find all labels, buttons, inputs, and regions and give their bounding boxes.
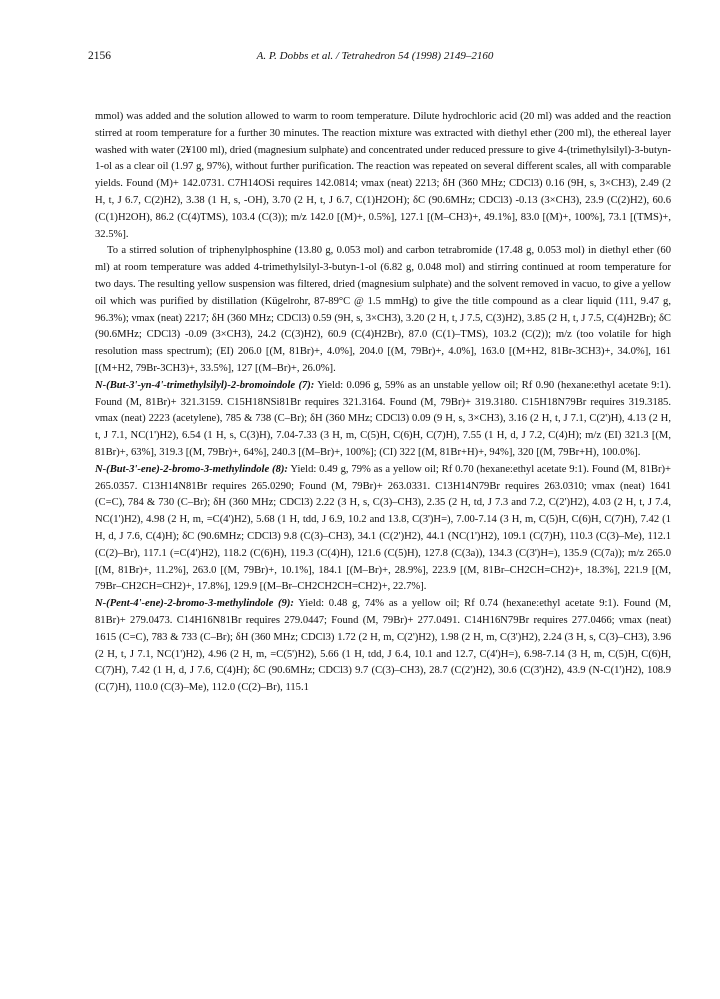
paragraph-compound-9 — [95, 596, 671, 697]
compound-heading: N-(But-3'-yn-4'-trimethylsilyl)-2-bromoindole (7): — [95, 379, 315, 391]
article-body — [95, 109, 671, 697]
paragraph-compound-8 — [95, 462, 671, 596]
paragraph-text: Yield: 0.48 g, 74% as a yellow oil; Rf 0.74 (hexane:ethyl acetate 9:1). Found (M, 81Br)+ 279.0473. C14H16N81Br requires 279.0447; Found (M, 79Br)+ 277.0491. C14H16N79Br requires 277.0466; νmax (neat) 1615 (C=C), 783 & 733 (C–Br); δH (360 MHz; CDCl3) 1.72 (2 H, m, C(2')H2), 1.98 (2 H, m, C(3')H2), 2.24 (3 H, s, C(3)–CH3), 3.96 (2 H, t, J 7.1, NC(1')H2), 4.96 (2 H, m, =C(5')H2), 5.66 (1 H, tdd, J 6.4, 10.1 and 12.7, C(4')H=), 6.98-7.14 (3 H, m, C(5)H, C(6)H, C(7)H), 7.42 (1 H, d, J 7.6, C(4)H); δC (90.6MHz; CDCl3) 9.7 (C(3)–CH3), 28.7 (C(2')H2), 30.6 (C(3')H2), 43.9 (N-C(1')H2), 108.9 (C(7)H), 110.0 (C(3)–Me), 112.0 (C(2)–Br), 115.1 — [95, 598, 671, 694]
paragraph-bromobutyne-synthesis — [95, 243, 671, 377]
running-head: A. P. Dobbs et al. / Tetrahedron 54 (1998) 2149–2160 — [256, 50, 494, 62]
paragraph-butynol-workup — [95, 109, 671, 243]
page-header — [88, 50, 662, 66]
paragraph-text: Yield: 0.49 g, 79% as a yellow oil; Rf 0.70 (hexane:ethyl acetate 9:1). Found (M, 81Br)+ 265.0357. C13H14N81Br requires 265.0290; Found (M, 79Br)+ 263.0331. C13H14N79Br requires 263.0310; νmax (neat) 1641 (C=C), 784 & 730 (C–Br); δH (360 MHz; CDCl3) 2.22 (3 H, s, C(3)–CH3), 2.35 (2 H, td, J 7.3 and 7.2, C(2')H2), 4.03 (2 H, t, J 7.4, NC(1')H2), 4.98 (2 H, m, =C(4')H2), 5.68 (1 H, tdd, J 6.9, 10.2 and 13.8, C(3')H=), 7.00-7.14 (3 H, m, C(5)H, C(6)H, C(7)H), 7.42 (1 H, d, J 7.6, C(4)H); δC (90.6MHz; CDCl3) 9.8 (C(3)–CH3), 34.1 (C(2')H2), 44.1 (NC(1')H2), 109.1 (C(7)H), 110.3 (C(3)–Me), 112.1 (C(2)–Br), 117.1 (=C(4')H2), 118.2 (C(6)H), 119.3 (C(4)H), 121.6 (C(5)H), 127.8 (C(3a)), 134.3 (C(3')H=), 135.9 (C(7a)); m/z 265.0 [(M, 81Br)+, 11.2%], 263.0 [(M, 79Br)+, 10.1%], 184.1 [(M–Br)+, 28.9%], 223.9 [(M, 81Br–CH2CH=CH2)+, 18.3%], 221.9 [(M, 79Br–CH2CH=CH2)+, 17.8%], 129.9 [(M–Br–CH2CH2CH=CH2)+, 22.7%]. — [95, 463, 671, 593]
page-number: 2156 — [88, 50, 111, 62]
paragraph-compound-7 — [95, 378, 671, 462]
compound-heading: N-(But-3'-ene)-2-bromo-3-methylindole (8): — [95, 463, 288, 475]
paragraph-text: To a stirred solution of triphenylphosphine (13.80 g, 0.053 mol) and carbon tetrabromide (17.48 g, 0.053 mol) in diethyl ether (60 ml) at room temperature was added 4-trimethylsilyl-3-butyn-1-ol (6.82 g, 0.048 mol) and stirring continued at room temperature for two days. The resulting yellow suspension was filtered, dried (magnesium sulphate) and the solvent removed in vacuo, to give a yellow oil which was purified by distillation (Kügelrohr, 87-89°C @ 1.5 mmHg) to give the title compound as a clear liquid (111, 9.47 g, 96.3%); νmax (neat) 2217; δH (360 MHz; CDCl3) 0.59 (9H, s, 3×CH3), 3.20 (2 H, t, J 7.5, C(3)H2), 3.85 (2 H, t, J 7.5, C(4)H2Br); δC (90.6MHz; CDCl3) -0.09 (3×CH3), 24.2 (C(3)H2), 60.9 (C(4)H2Br), 87.0 (C(1)–TMS), 103.2 (C(2)); m/z (too volatile for high resolution mass spectrum); (EI) 206.0 [(M, 81Br)+, 4.0%], 204.0 [(M, 79Br)+, 4.0%], 163.0 [(M+H2, 81Br-3CH3)+, 34.0%], 161 [(M+H2, 79Br-3CH3)+, 33.5%], 127 [(M–Br)+, 26.0%]. — [95, 245, 671, 374]
compound-heading: N-(Pent-4'-ene)-2-bromo-3-methylindole (9): — [95, 598, 294, 610]
paragraph-text: mmol) was added and the solution allowed to warm to room temperature. Dilute hydrochloric acid (20 ml) was added and the reaction stirred at room temperature for a further 30 minutes. The reaction mixture was extracted with diethyl ether (200 ml), the ethereal layer washed with water (2¥100 ml), dried (magnesium sulphate) and concentrated under reduced pressure to give 4-(trimethylsilyl)-3-butyn-1-ol as a clear oil (1.97 g, 97%), without further purification. The reaction was repeated on several different scales, all with comparable yields. Found (M)+ 142.0731. C7H14OSi requires 142.0814; νmax (neat) 2213; δH (360 MHz; CDCl3) 0.16 (9H, s, 3×CH3), 2.49 (2 H, t, J 6.7, C(2)H2), 3.38 (1 H, s, -OH), 3.70 (2 H, t, J 6.7, C(1)H2OH); δC (90.6MHz; CDCl3) -0.13 (3×CH3), 23.9 (C(2)H2), 60.6 (C(1)H2OH), 86.2 (C(4)TMS), 103.4 (C(3)); m/z 142.0 [(M)+, 0.5%], 127.1 [(M–CH3)+, 49.1%], 83.0 [(M)+, 100%], 73.1 [(TMS)+, 32.5%]. — [95, 111, 672, 240]
paragraph-text: Yield: 0.096 g, 59% as an unstable yellow oil; Rf 0.90 (hexane:ethyl acetate 9:1). Found (M, 81Br)+ 321.3159. C15H18NSi81Br requires 321.3164. Found (M, 79Br)+ 319.3180. C15H18N79Br requires 319.3185. νmax (neat) 2223 (acetylene), 785 & 738 (C–Br); δH (360 MHz; CDCl3) 0.09 (9 H, s, 3×CH3), 3.16 (2 H, t, J 7.1, C(2')H), 4.13 (2 H, t, J 7.1, NC(1')H2), 6.54 (1 H, s, C(3)H), 7.04-7.33 (3 H, m, C(5)H, C(6)H, C(7)H), 7.55 (1 H, d, J 7.2, C(4)H); m/z (EI) 321.3 [(M, 81Br)+, 63%], 319.3 [(M, 79Br)+, 64%], 240.3 [(M–Br)+, 100%]; (CI) 322 [(M, 81Br+H)+, 94%], 320 [(M, 79Br+H), 100.0%]. — [95, 379, 671, 458]
